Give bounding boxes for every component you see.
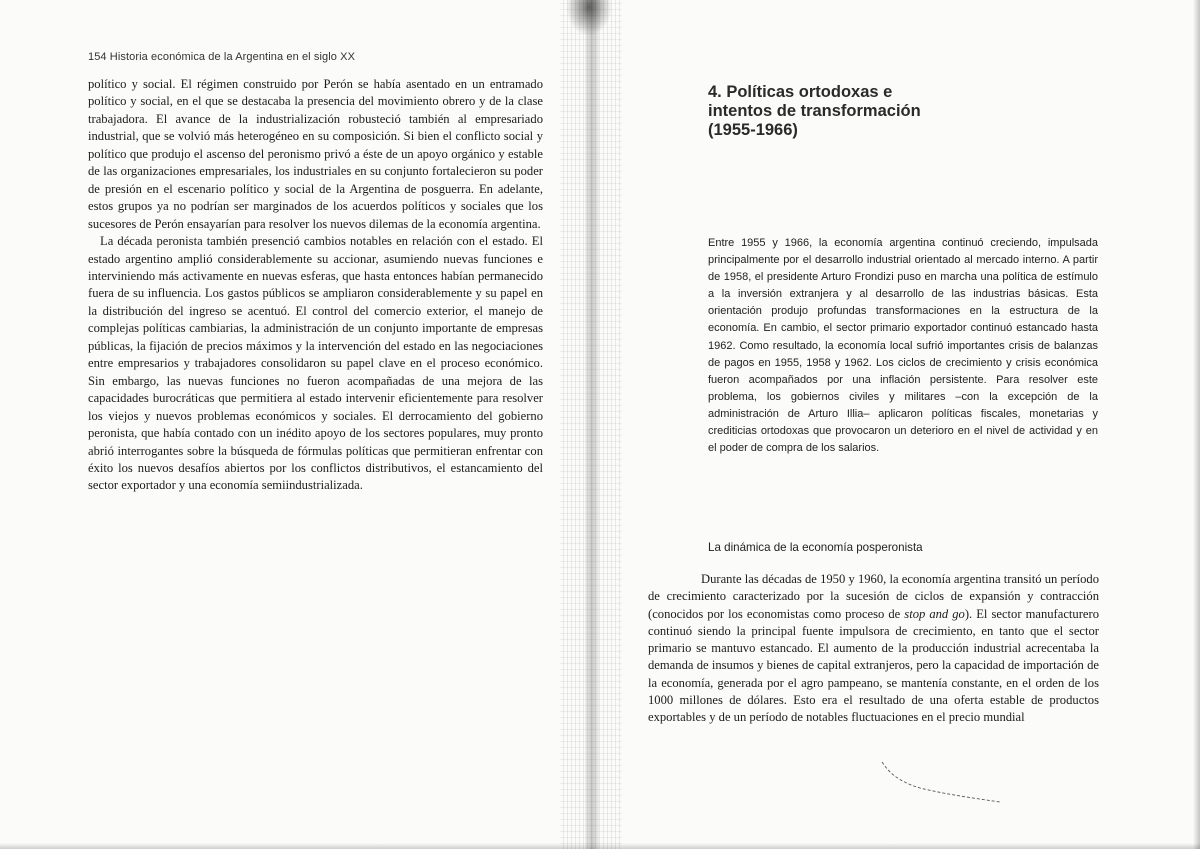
- gutter-shadow: [585, 0, 599, 849]
- page-right-edge: [1193, 0, 1200, 849]
- pencil-mark: [870, 760, 1010, 810]
- right-page: [628, 0, 1200, 849]
- chapter-abstract: Entre 1955 y 1966, la economía argentina continuó creciendo, impulsada principalmente por el desarrollo industrial orientado al mercado interno. A partir de 1958, el presidente Arturo Frondizi puso en marcha una política de estímulo a la inversión extranjera y al desarrollo de las industrias básicas. Esta orientación produjo profundas transformaciones en la estructura de la economía. En cambio, el sector primario exportador continuó estancado hasta 1962. Como resultado, la economía local sufrió importantes crisis de balanzas de pagos en 1955, 1958 y 1962. Los ciclos de crecimiento y crisis económica fueron acompañados por una inflación persistente. Para resolver este problema, los gobiernos civiles y militares –con la excepción de la administración de Arturo Illia– aplicaron políticas fiscales, monetarias y crediticias ortodoxas que provocaron un deterioro en el nivel de actividad y en el poder de compra de los salarios.: [708, 237, 1098, 455]
- chapter-title-line: (1955-1966): [708, 121, 798, 139]
- italic-term: stop and go: [904, 606, 965, 621]
- right-page-body: [648, 571, 1099, 727]
- chapter-title-line: 4. Políticas ortodoxas e: [708, 83, 893, 101]
- right-paragraph-1: [648, 571, 1099, 727]
- left-paragraph-1: político y social. El régimen construido por Perón se había asentado en un entramado político y social, en el que se destacaba la presencia del movimiento obrero y de la clase trabajadora. El avance de la industrialización robusteció también al empresariado industrial, que se volvió más heterogéneo en su composición. Si bien el conflicto social y político que produjo el ascenso del peronismo privó a éste de un apoyo orgánico y estable de las organizaciones empresariales, los industriales en su conjunto fortalecieron su poder de presión en el escenario político y social de la Argentina de posguerra. En adelante, estos grupos ya no podrían ser marginados de los acuerdos políticos y sociales que los sucesores de Perón ensayarían para resolver los nuevos dilemas de la economía argentina.: [88, 77, 543, 231]
- chapter-title-line: intentos de transformación: [708, 102, 921, 120]
- gutter-top-shadow: [566, 0, 612, 36]
- section-heading: La dinámica de la economía posperonista: [708, 541, 923, 554]
- left-page: [0, 0, 575, 849]
- body-text: ). El sector manufacturero continuó siendo la principal fuente impulsora de crecimiento, en tanto que el sector primario se mantuvo estancado. El aumento de la producción industrial acrecentaba la demanda de insumos y bienes de capital extranjeros, pero la capacidad de importación de la economía, generada por el agro pampeano, se mantenía constante, en el orden de los 1000 millones de dólares. Esto era el resultado de una oferta estable de productos exportables y de un período de notables fluctuaciones en el precio mundial: [648, 606, 1099, 725]
- running-head: 154 Historia económica de la Argentina en el siglo XX: [88, 51, 356, 63]
- left-paragraph-2: La década peronista también presenció cambios notables en relación con el estado. El estado argentino amplió considerablemente su accionar, asumiendo nuevas funciones e interviniendo más activamente en nuevas esferas, que hasta entonces habían permanecido fuera de su influencia. Los gastos públicos se ampliaron considerablemente y su papel en la distribución del ingreso se acentuó. El control del comercio exterior, el manejo de complejas políticas cambiarias, la administración de un conjunto importante de empresas públicas, la fijación de precios máximos y la intervención del estado en las negociaciones entre empresarios y trabajadores consolidaron su papel clave en el proceso económico. Sin embargo, las nuevas funciones no fueron acompañadas de una mejora de las capacidades burocráticas que permitiera al estado intervenir eficientemente para resolver los viejos y nuevos problemas económicos y sociales. El derrocamiento del gobierno peronista, que había contado con un inédito apoyo de los sectores populares, muy pronto abrió interrogantes sobre la búsqueda de fórmulas políticas que permitieran enfrentar con éxito los nuevos desafíos abiertos por los conflictos distributivos, el estancamiento del sector exportador y una economía semiindustrializada.: [88, 234, 543, 493]
- page-bottom-edge: [0, 843, 1200, 849]
- chapter-title: [708, 83, 1028, 140]
- body-text: Durante las décadas de 1950 y 1960, la economía argentina transitó un período de crecimiento caracterizado por la sucesión de ciclos de expansión y contracción (conocidos por los economistas como proceso de: [648, 572, 1099, 621]
- left-page-body: [88, 76, 543, 495]
